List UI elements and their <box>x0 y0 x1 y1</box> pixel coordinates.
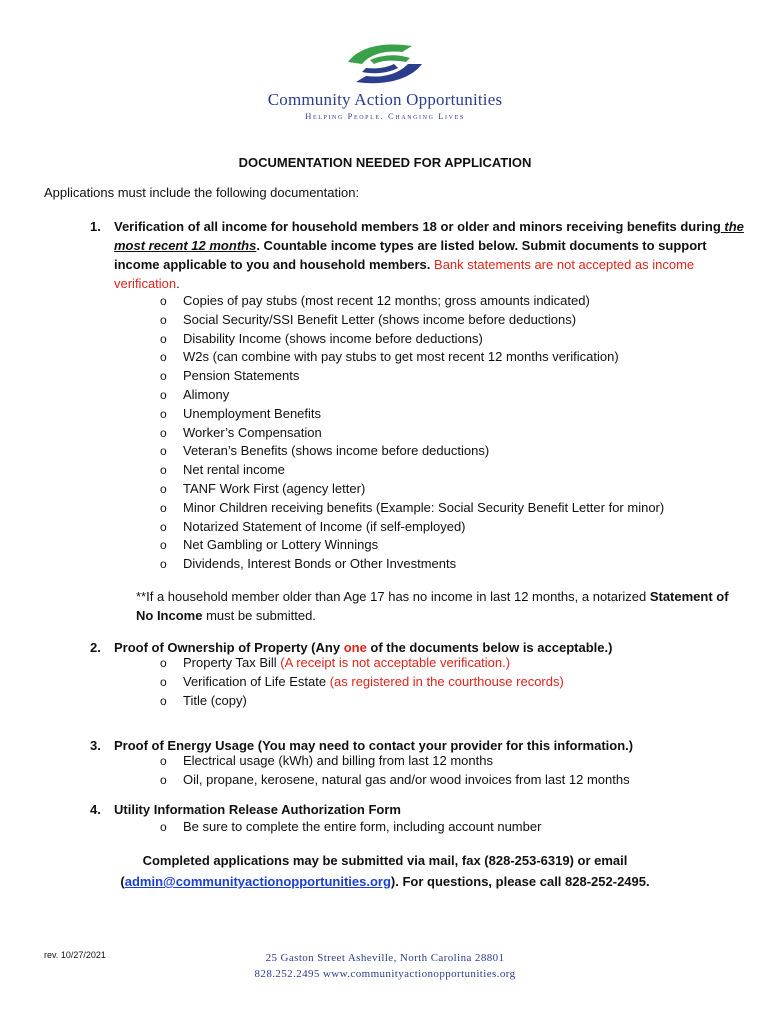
no-income-note: **If a household member older than Age 17 has no income in last 12 months, a notarized Statement of No Income must be submitted. <box>136 589 729 623</box>
list-item: o Notarized Statement of Income (if self-employed) <box>160 518 664 537</box>
list-item: o W2s (can combine with pay stubs to get most recent 12 months verification) <box>160 348 664 367</box>
section-utility <box>90 800 750 819</box>
utility-doc-list <box>160 818 541 837</box>
letterhead <box>0 40 770 121</box>
list-item: o Verification of Life Estate (as registered in the courthouse records) <box>160 673 564 692</box>
list-item: o Veteran’s Benefits (shows income before deductions) <box>160 442 664 461</box>
phone-website: 828.252.2495 www.communityactionopportunities.org <box>254 968 516 980</box>
section-income <box>90 217 750 293</box>
document-title: DOCUMENTATION NEEDED FOR APPLICATION <box>238 155 532 170</box>
list-item: o Electrical usage (kWh) and billing from last 12 months <box>160 752 630 771</box>
footer-address <box>0 950 770 982</box>
list-item: o Worker’s Compensation <box>160 424 664 443</box>
property-doc-list <box>160 654 564 710</box>
revision-date: rev. 10/27/2021 <box>44 950 106 960</box>
list-item: o Dividends, Interest Bonds or Other Investments <box>160 555 664 574</box>
list-item: o Copies of pay stubs (most recent 12 months; gross amounts indicated) <box>160 292 664 311</box>
list-item: o Disability Income (shows income before deductions) <box>160 330 664 349</box>
org-tagline: Helping People. Changing Lives <box>305 111 465 121</box>
list-item: o Alimony <box>160 386 664 405</box>
section-number: 3. <box>90 738 101 753</box>
intro-text: Applications must include the following documentation: <box>44 185 360 200</box>
list-item: o Net Gambling or Lottery Winnings <box>160 536 664 555</box>
list-item: o Pension Statements <box>160 367 664 386</box>
list-item: o Oil, propane, kerosene, natural gas and/or wood invoices from last 12 months <box>160 771 630 790</box>
list-item: o Social Security/SSI Benefit Letter (shows income before deductions) <box>160 311 664 330</box>
org-name: Community Action Opportunities <box>267 90 503 109</box>
section-number: 4. <box>90 802 101 817</box>
list-item: o Be sure to complete the entire form, including account number <box>160 818 541 837</box>
street-address: 25 Gaston Street Asheville, North Carolina 28801 <box>265 952 505 964</box>
list-item: o Property Tax Bill (A receipt is not acceptable verification.) <box>160 654 564 673</box>
section-number: 2. <box>90 640 101 655</box>
list-item: o Title (copy) <box>160 692 564 711</box>
section-heading: Utility Information Release Authorization Form <box>114 802 401 817</box>
list-item: o Net rental income <box>160 461 664 480</box>
list-item: o TANF Work First (agency letter) <box>160 480 664 499</box>
list-item: o Minor Children receiving benefits (Example: Social Security Benefit Letter for minor) <box>160 499 664 518</box>
income-type-list <box>160 292 664 574</box>
submission-line-2: (admin@communityactionopportunities.org). For questions, please call 828-252-2495. <box>120 874 650 889</box>
list-item: o Unemployment Benefits <box>160 405 664 424</box>
energy-doc-list <box>160 752 630 790</box>
submission-instructions <box>0 850 770 892</box>
section-heading: Verification of all income for household members 18 or older and minors receiving benefits during the most recent 12 months. Countable income types are listed below. Submit documents to support income applicable to you and household members. Bank statements are not accepted as income verification. <box>114 219 744 291</box>
section-number: 1. <box>90 219 101 234</box>
email-link[interactable]: admin@communityactionopportunities.org <box>124 874 391 889</box>
section-heading: Proof of Ownership of Property (Any one of the documents below is acceptable.) <box>114 640 613 655</box>
section-heading: Proof of Energy Usage (You may need to contact your provider for this information.) <box>114 738 634 753</box>
submission-line-1: Completed applications may be submitted via mail, fax (828-253-6319) or email <box>142 853 628 868</box>
hands-logo-icon <box>340 40 430 88</box>
